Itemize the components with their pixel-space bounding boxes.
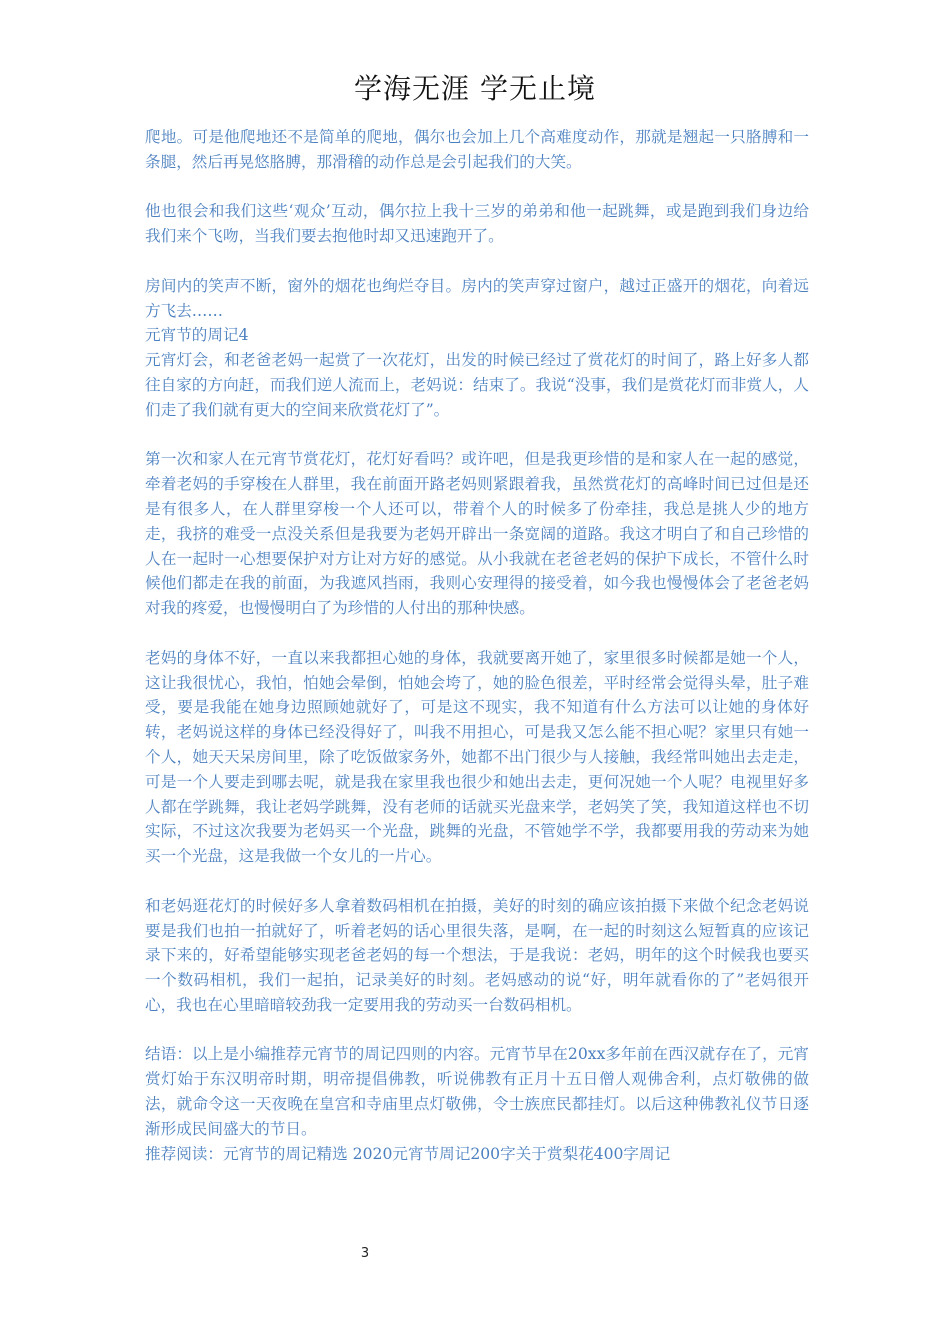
page-title: 学海无涯 学无止境 [354,72,596,105]
page-number: 3 [360,1246,370,1261]
paragraph-lantern-fair: 元宵灯会，和老爸老妈一起赏了一次花灯，出发的时候已经过了赏花灯的时间了，路上好多人都往自家的方向赶，而我们逆人流而上，老妈说：结束了。我说“没事，我们是赏花灯而非赏人，人们走了我们就有更大的空间来欣赏花灯了”。 [145,351,809,419]
paragraph-conclusion: 结语：以上是小编推荐元宵节的周记四则的内容。元宵节早在20xx多年前在西汉就存在了，元宵赏灯始于东汉明帝时期，明帝提倡佛教，听说佛教有正月十五日僧人观佛舍利，点灯敬佛的做法，就命令这一天夜晚在皇宫和寺庙里点灯敬佛，令士族庶民都挂灯。以后这种佛教礼仪节日逐渐形成民间盛大的节日。 [145,1045,809,1138]
document-body [145,125,809,1166]
paragraph-crawling: 爬地。可是他爬地还不是简单的爬地，偶尔也会加上几个高难度动作，那就是翘起一只胳膊和一条腿，然后再晃悠胳膊，那滑稽的动作总是会引起我们的大笑。 [145,128,809,171]
paragraph-camera: 和老妈逛花灯的时候好多人拿着数码相机在拍摄，美好的时刻的确应该拍摄下来做个纪念老妈说要是我们也拍一拍就好了，听着老妈的话心里很失落，是啊，在一起的时刻这么短暂真的应该记录下来的，好希望能够实现老爸老妈的每一个想法，于是我说：老妈，明年的这个时候我也要买一个数码相机，我们一起拍，记录美好的时刻。老妈感动的说“好，明年就看你的了”老妈很开心，我也在心里暗暗较劲我一定要用我的劳动买一台数码相机。 [145,896,809,1014]
recommended-reading-link[interactable]: 推荐阅读：元宵节的周记精选 2020元宵节周记200字关于赏梨花400字周记 [145,1144,671,1163]
section-heading-diary-4: 元宵节的周记4 [145,326,249,345]
paragraph-interaction: 他也很会和我们这些‘观众’互动，偶尔拉上我十三岁的弟弟和他一起跳舞，或是跑到我们身边给我们来个飞吻，当我们要去抱他时却又迅速跑开了。 [145,202,809,246]
paragraph-mother-health: 老妈的身体不好，一直以来我都担心她的身体，我就要离开她了，家里很多时候都是她一个人，这让我很忧心，我怕，怕她会晕倒，怕她会垮了，她的脸色很差，平时经常会觉得头晕，肚子难受，要是我能在她身边照顾她就好了，可是这不现实，我不知道有什么方法可以让她的身体好转，老妈说这样的身体已经没得好了，叫我不用担心，可是我又怎么能不担心呢？家里只有她一个人，她天天呆房间里，除了吃饭做家务外，她都不出门很少与人接触，我经常叫她出去走走，可是一个人要走到哪去呢，就是我在家里我也很少和她出去走，更何况她一个人呢？电视里好多人都在学跳舞，我让老妈学跳舞，没有老师的话就买光盘来学，老妈笑了笑，我知道这样也不切实际，不过这次我要为老妈买一个光盘，跳舞的光盘，不管她学不学，我都要用我的劳动来为她买一个光盘，这是我做一个女儿的一片心。 [145,648,809,866]
paragraph-fireworks: 房间内的笑声不断，窗外的烟花也绚烂夺目。房内的笑声穿过窗户，越过正盛开的烟花，向着远方飞去…… [145,276,809,320]
paragraph-first-time: 第一次和家人在元宵节赏花灯，花灯好看吗？或许吧，但是我更珍惜的是和家人在一起的感觉，牵着老妈的手穿梭在人群里，我在前面开路老妈则紧跟着我，虽然赏花灯的高峰时间已过但是还是有很多人，在人群里穿梭一个人还可以，带着个人的时候多了份牵挂，我总是挑人少的地方走，我挤的难受一点没关系但是我要为老妈开辟出一条宽阔的道路。我这才明白了和自己珍惜的人在一起时一心想要保护对方让对方好的感觉。从小我就在老爸老妈的保护下成长，不管什么时候他们都走在我的前面，为我遮风挡雨，我则心安理得的接受着，如今我也慢慢体会了老爸老妈对我的疼爱，也慢慢明白了为珍惜的人付出的那种快感。 [145,450,809,618]
